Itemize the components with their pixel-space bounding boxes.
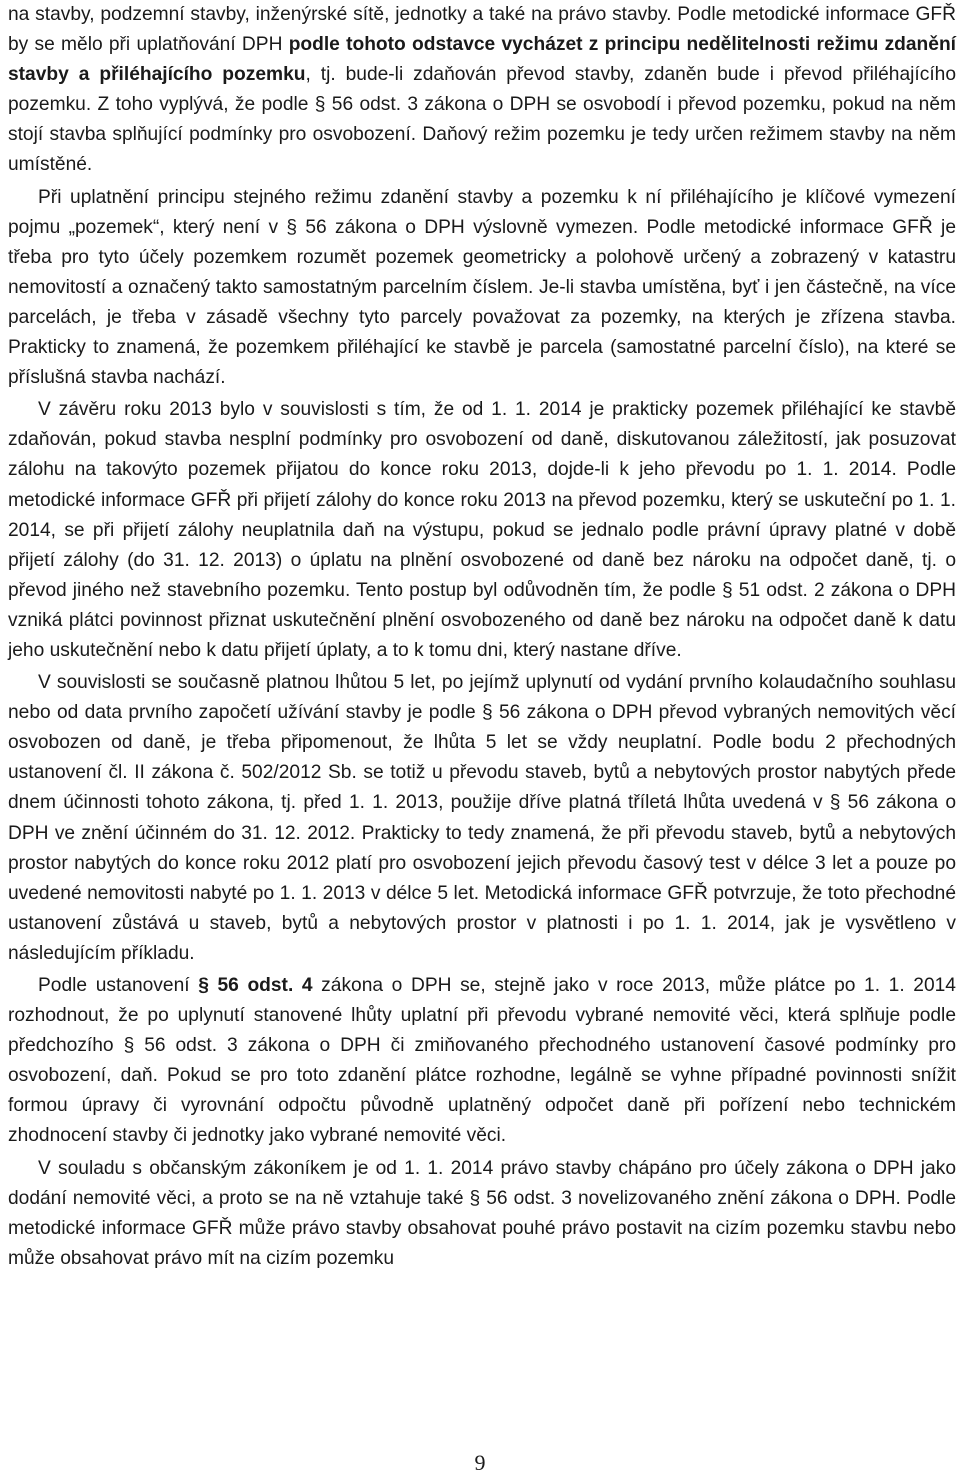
bold-text-run: podle tohoto odstavce vycházet z principu nedělitelnosti režimu zdanění stavby a přiléhajícího pozemku (8, 34, 956, 86)
text-run: na stavby, podzemní stavby, inženýrské sítě, jednotky a také na právo stavby. Podle metodické informace GFŘ by se mělo při uplatňování DPH (8, 4, 956, 56)
document-body (8, 0, 956, 1276)
text-run: Podle ustanovení (38, 975, 199, 996)
text-run: zákona o DPH se, stejně jako v roce 2013, může plátce po 1. 1. 2014 rozhodnout, že po uplynutí stanovené lhůty uplatní při převodu vybrané nemovité věci, která splňuje podle předchozího § 56 odst. 3 zákona o DPH či zmiňovaného přechodného ustanovení časové podmínky pro osvobození, daň. Pokud se pro toto zdanění plátce rozhodne, legálně se vyhne případné povinnosti snížit formou úpravy či vyrovnání odpočtu původně uplatněný odpočet daně při pořízení nebo technickém zhodnocení stavby či jednotky jako vybrané nemovité věci. (8, 975, 956, 1147)
paragraph (8, 183, 956, 394)
paragraph (8, 0, 956, 181)
text-run: V závěru roku 2013 bylo v souvislosti s tím, že od 1. 1. 2014 je prakticky pozemek přiléhající ke stavbě zdaňován, pokud stavba nesplní podmínky pro osvobození od daně, diskutovanou záležitostí, jak posuzovat zálohu na takovýto pozemek přijatou do konce roku 2013, dojde-li k jeho převodu po 1. 1. 2014. Podle metodické informace GFŘ při přijetí zálohy do konce roku 2013 na převod pozemku, který se uskuteční po 1. 1. 2014, se při přijetí zálohy neuplatnila daň na výstupu, pokud se jednalo podle právní úpravy platné v době přijetí zálohy (do 31. 12. 2013) o úplatu na plnění osvobozené od daně bez nároku na odpočet daně, tj. o převod jiného než stavebního pozemku. Tento postup byl odůvodněn tím, že podle § 51 odst. 2 zákona o DPH vzniká plátci povinnost přiznat uskutečnění plnění osvobozeného od daně bez nároku na odpočet daně k datu jeho uskutečnění nebo k datu přijetí úplaty, a to k tomu dni, který nastane dříve. (8, 399, 956, 661)
page-number: 9 (474, 1450, 486, 1475)
text-run: Při uplatnění principu stejného režimu zdanění stavby a pozemku k ní přiléhajícího je klíčové vymezení pojmu „pozemek“, který není v § 56 zákona o DPH výslovně vymezen. Podle metodické informace GFŘ je třeba pro tyto účely pozemkem rozumět pozemek geometricky a polohově určený a zobrazený v katastru nemovitostí a označený takto samostatným parcelním číslem. Je-li stavba umístěna, byť i jen částečně, na více parcelách, je třeba v zásadě všechny tyto parcely považovat za pozemky, na kterých je zřízena stavba. Prakticky to znamená, že pozemkem přiléhající ke stavbě je parcela (samostatné parcelní číslo), na které se příslušná stavba nachází. (8, 186, 956, 389)
bold-text-run: § 56 odst. 4 (198, 975, 313, 996)
paragraph (8, 971, 956, 1152)
text-run: V souladu s občanským zákoníkem je od 1. 1. 2014 právo stavby chápáno pro účely zákona o DPH jako dodání nemovité věci, a proto se na ně vztahuje také § 56 odst. 3 novelizovaného znění zákona o DPH. Podle metodické informace GFŘ může právo stavby obsahovat pouhé právo postavit na cizím pozemku stavbu nebo může obsahovat právo mít na cizím pozemku (8, 1157, 956, 1269)
paragraph (8, 1154, 956, 1274)
paragraph (8, 395, 956, 666)
text-run: , tj. bude-li zdaňován převod stavby, zdaněn bude i převod přiléhajícího pozemku. Z toho vyplývá, že podle § 56 odst. 3 zákona o DPH se osvobodí i převod pozemku, pokud na něm stojí stavba splňující podmínky pro osvobození. Daňový režim pozemku je tedy určen režimem stavby na něm umístěné. (8, 64, 956, 176)
paragraph (8, 668, 956, 969)
text-run: V souvislosti se současně platnou lhůtou 5 let, po jejímž uplynutí od vydání prvního kolaudačního souhlasu nebo od data prvního započetí užívání stavby je podle § 56 zákona o DPH převod vybraných nemovitých věcí osvobozen od daně, je třeba připomenout, že lhůta 5 let se vždy neuplatní. Podle bodu 2 přechodných ustanovení čl. II zákona č. 502/2012 Sb. se totiž u převodu staveb, bytů a nebytových prostor nabytých přede dnem účinnosti tohoto zákona, tj. před 1. 1. 2013, použije dříve platná tříletá lhůta uvedená v § 56 zákona o DPH ve znění účinném do 31. 12. 2012. Prakticky to tedy znamená, že při převodu staveb, bytů a nebytových prostor nabytých do konce roku 2012 platí pro osvobození jejich převodu časový test v délce 3 let a pouze po uvedené nemovitosti nabyté po 1. 1. 2013 v délce 5 let. Metodická informace GFŘ potvrzuje, že toto přechodné ustanovení zůstává u staveb, bytů a nebytových prostor v platnosti i po 1. 1. 2014, jak je vysvětleno v následujícím příkladu. (8, 672, 956, 964)
